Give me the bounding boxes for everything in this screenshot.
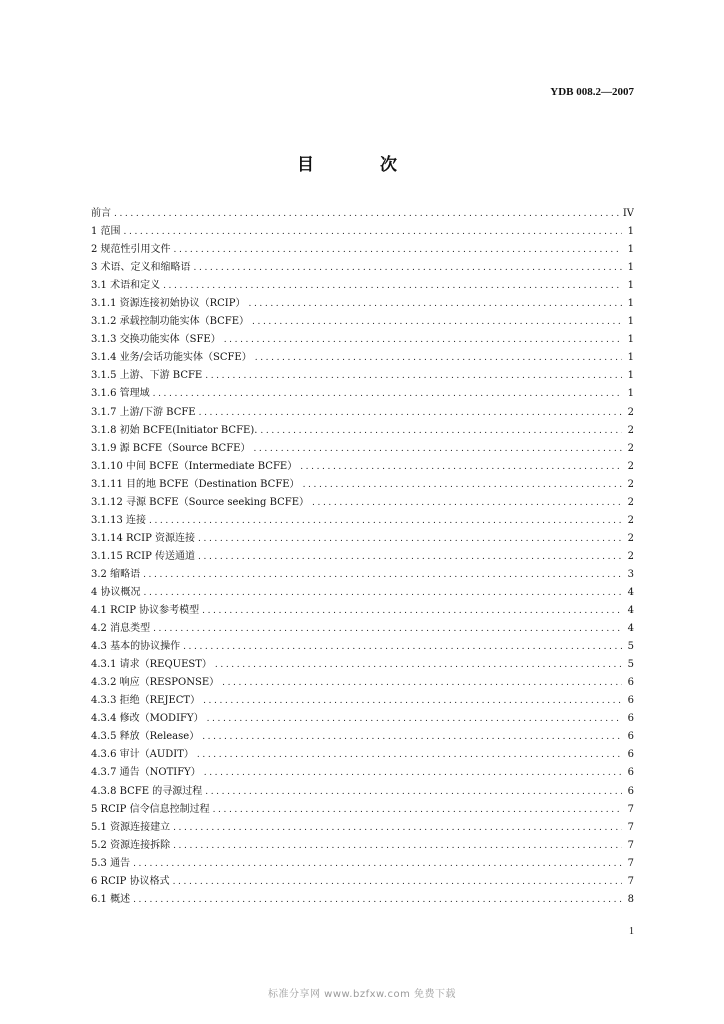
toc-entry-page: 2 bbox=[627, 442, 634, 454]
toc-entry[interactable] bbox=[91, 873, 634, 891]
toc-entry[interactable] bbox=[91, 404, 634, 422]
toc-entry[interactable] bbox=[91, 422, 634, 440]
toc-entry[interactable] bbox=[91, 494, 634, 512]
toc-entry-page: 6 bbox=[627, 785, 634, 797]
toc-entry-label: 4.3.6 审计（AUDIT） bbox=[91, 749, 194, 761]
toc-entry-page: 1 bbox=[627, 298, 634, 310]
toc-entry-label: 5 RCIP 信令信息控制过程 bbox=[91, 803, 210, 815]
toc-entry[interactable] bbox=[91, 440, 634, 458]
toc-entry-label: 3.1.9 源 BCFE（Source BCFE） bbox=[91, 442, 251, 454]
toc-entry-page: 5 bbox=[627, 641, 634, 653]
toc-entry[interactable] bbox=[91, 891, 634, 909]
document-code: YDB 008.2—2007 bbox=[550, 86, 634, 98]
toc-leader-dots bbox=[173, 819, 622, 837]
toc-entry-page: 2 bbox=[627, 532, 634, 544]
toc-entry-label: 1 范围 bbox=[91, 226, 121, 238]
toc-entry-page: 4 bbox=[627, 605, 634, 617]
toc-entry-page: 7 bbox=[627, 857, 634, 869]
toc-entry-page: 4 bbox=[627, 623, 634, 635]
toc-entry-label: 3.1.12 寻源 BCFE（Source seeking BCFE） bbox=[91, 496, 310, 508]
toc-leader-dots bbox=[252, 313, 622, 331]
toc-entry[interactable] bbox=[91, 349, 634, 367]
toc-leader-dots bbox=[213, 801, 622, 819]
toc-entry[interactable] bbox=[91, 241, 634, 259]
toc-leader-dots bbox=[183, 638, 622, 656]
toc-entry[interactable] bbox=[91, 819, 634, 837]
toc-leader-dots bbox=[202, 602, 622, 620]
toc-entry-page: 7 bbox=[627, 839, 634, 851]
toc-leader-dots bbox=[199, 404, 622, 422]
toc-entry-label: 4.2 消息类型 bbox=[91, 623, 151, 635]
toc-entry-page: 6 bbox=[627, 749, 634, 761]
toc-entry-label: 4.3 基本的协议操作 bbox=[91, 641, 181, 653]
toc-entry-label: 3.1.8 初始 BCFE(Initiator BCFE). bbox=[91, 424, 258, 436]
toc-leader-dots bbox=[312, 494, 622, 512]
toc-leader-dots bbox=[203, 692, 622, 710]
toc-entry-label: 3.1.6 管理域 bbox=[91, 388, 150, 400]
toc-entry-page: IV bbox=[622, 208, 634, 219]
toc-entry-label: 6.1 概述 bbox=[91, 893, 131, 905]
toc-leader-dots bbox=[197, 746, 622, 764]
toc-leader-dots bbox=[255, 349, 622, 367]
toc-entry[interactable] bbox=[91, 277, 634, 295]
toc-entry-page: 1 bbox=[627, 226, 634, 238]
toc-entry-label: 3.1.14 RCIP 资源连接 bbox=[91, 532, 196, 544]
toc-entry-page: 8 bbox=[627, 893, 634, 905]
toc-entry[interactable] bbox=[91, 638, 634, 656]
watermark-text: 标准分享网 www.bzfxw.com 免费下载 bbox=[268, 989, 456, 1000]
toc-entry-page: 6 bbox=[627, 677, 634, 689]
toc-entry-label: 前言 bbox=[91, 208, 111, 219]
page-title: 目 次 bbox=[297, 155, 427, 175]
toc-leader-dots bbox=[222, 674, 622, 692]
toc-leader-dots bbox=[153, 620, 622, 638]
toc-entry[interactable] bbox=[91, 602, 634, 620]
toc-leader-dots bbox=[205, 367, 622, 385]
toc-entry-label: 3.1.5 上游、下游 BCFE bbox=[91, 370, 203, 382]
toc-entry[interactable] bbox=[91, 728, 634, 746]
toc-entry-page: 5 bbox=[627, 659, 634, 671]
toc-leader-dots bbox=[114, 205, 619, 223]
toc-entry-page: 2 bbox=[627, 550, 634, 562]
toc-entry[interactable] bbox=[91, 530, 634, 548]
toc-leader-dots bbox=[300, 458, 622, 476]
toc-leader-dots bbox=[133, 855, 622, 873]
toc-entry-label: 4 协议概况 bbox=[91, 586, 141, 598]
toc-leader-dots bbox=[207, 710, 622, 728]
toc-entry[interactable] bbox=[91, 566, 634, 584]
toc-entry-label: 4.3.5 释放（Release） bbox=[91, 731, 200, 743]
toc-entry-label: 4.3.1 请求（REQUEST） bbox=[91, 659, 212, 671]
toc-leader-dots bbox=[204, 764, 622, 782]
toc-entry-page: 6 bbox=[627, 767, 634, 779]
toc-entry[interactable] bbox=[91, 746, 634, 764]
toc-entry-page: 2 bbox=[627, 460, 634, 472]
toc-leader-dots bbox=[143, 566, 622, 584]
toc-entry[interactable] bbox=[91, 548, 634, 566]
toc-leader-dots bbox=[194, 259, 622, 277]
toc-entry-page: 2 bbox=[627, 424, 634, 436]
page-number: 1 bbox=[629, 926, 634, 937]
toc-leader-dots bbox=[215, 656, 622, 674]
toc-entry-page: 7 bbox=[627, 875, 634, 887]
toc-entry-label: 5.1 资源连接建立 bbox=[91, 821, 171, 833]
toc-entry[interactable] bbox=[91, 458, 634, 476]
toc-entry-page: 2 bbox=[627, 406, 634, 418]
toc-entry[interactable] bbox=[91, 620, 634, 638]
toc-entry-label: 3.1.2 承载控制功能实体（BCFE） bbox=[91, 316, 250, 328]
toc-leader-dots bbox=[149, 512, 622, 530]
toc-entry-page: 2 bbox=[627, 478, 634, 490]
toc-entry-label: 3.1.10 中间 BCFE（Intermediate BCFE） bbox=[91, 460, 298, 472]
toc-entry-label: 3.2 缩略语 bbox=[91, 568, 141, 580]
toc-leader-dots bbox=[173, 837, 622, 855]
toc-entry[interactable] bbox=[91, 855, 634, 873]
toc-entry-page: 1 bbox=[627, 316, 634, 328]
toc-leader-dots bbox=[153, 385, 622, 403]
toc-entry-page: 7 bbox=[627, 803, 634, 815]
toc-entry[interactable] bbox=[91, 584, 634, 602]
toc-entry-label: 5.2 资源连接拆除 bbox=[91, 839, 171, 851]
toc-entry-label: 3.1.15 RCIP 传送通道 bbox=[91, 550, 196, 562]
toc-entry[interactable] bbox=[91, 331, 634, 349]
toc-entry[interactable] bbox=[91, 259, 634, 277]
toc-entry-label: 4.3.4 修改（MODIFY） bbox=[91, 713, 204, 725]
toc-entry-page: 6 bbox=[627, 731, 634, 743]
toc-entry-page: 1 bbox=[627, 244, 634, 256]
toc-entry-page: 1 bbox=[627, 334, 634, 346]
toc-leader-dots bbox=[303, 476, 622, 494]
toc-entry[interactable] bbox=[91, 764, 634, 782]
toc-entry-page: 1 bbox=[627, 280, 634, 292]
toc-entry-label: 3 术语、定义和缩略语 bbox=[91, 262, 191, 274]
toc-entry[interactable] bbox=[91, 710, 634, 728]
toc-entry[interactable] bbox=[91, 367, 634, 385]
toc-leader-dots bbox=[144, 584, 622, 602]
toc-entry-label: 3.1.1 资源连接初始协议（RCIP） bbox=[91, 298, 246, 310]
toc-entry-page: 1 bbox=[627, 262, 634, 274]
toc-entry-label: 3.1.13 连接 bbox=[91, 514, 146, 526]
toc-entry-label: 4.3.8 BCFE 的寻源过程 bbox=[91, 785, 203, 797]
toc-entry-page: 6 bbox=[627, 713, 634, 725]
toc-leader-dots bbox=[163, 277, 622, 295]
toc-entry-label: 6 RCIP 协议格式 bbox=[91, 875, 170, 887]
toc-entry-label: 3.1.11 目的地 BCFE（Destination BCFE） bbox=[91, 478, 300, 490]
toc-entry-page: 1 bbox=[627, 370, 634, 382]
toc-entry-page: 1 bbox=[627, 352, 634, 364]
toc-entry[interactable] bbox=[91, 801, 634, 819]
toc-entry[interactable] bbox=[91, 205, 634, 223]
toc-entry-label: 3.1.4 业务/会话功能实体（SCFE） bbox=[91, 352, 252, 364]
toc-entry-label: 5.3 通告 bbox=[91, 857, 131, 869]
toc-entry-label: 4.1 RCIP 协议参考模型 bbox=[91, 605, 200, 617]
toc-entry[interactable] bbox=[91, 783, 634, 801]
toc-entry-label: 2 规范性引用文件 bbox=[91, 244, 171, 256]
toc-entry[interactable] bbox=[91, 476, 634, 494]
toc-entry-page: 2 bbox=[627, 514, 634, 526]
toc-leader-dots bbox=[248, 295, 622, 313]
toc-entry-page: 3 bbox=[627, 568, 634, 580]
toc-leader-dots bbox=[202, 728, 622, 746]
toc-entry-page: 4 bbox=[627, 586, 634, 598]
toc-leader-dots bbox=[133, 891, 622, 909]
toc-entry[interactable] bbox=[91, 837, 634, 855]
toc-entry-label: 3.1 术语和定义 bbox=[91, 280, 161, 292]
toc-leader-dots bbox=[224, 331, 622, 349]
toc-leader-dots bbox=[205, 783, 622, 801]
toc-entry-label: 4.3.2 响应（RESPONSE） bbox=[91, 677, 220, 689]
toc-entry-page: 7 bbox=[627, 821, 634, 833]
toc-entry[interactable] bbox=[91, 385, 634, 403]
toc-leader-dots bbox=[174, 241, 622, 259]
toc-leader-dots bbox=[124, 223, 622, 241]
toc-entry[interactable] bbox=[91, 223, 634, 241]
toc-entry-label: 4.3.3 拒绝（REJECT） bbox=[91, 695, 201, 707]
toc-entry-label: 3.1.3 交换功能实体（SFE） bbox=[91, 334, 221, 346]
toc-leader-dots bbox=[260, 422, 622, 440]
toc-entry-page: 6 bbox=[627, 695, 634, 707]
toc-leader-dots bbox=[253, 440, 622, 458]
toc-leader-dots bbox=[198, 530, 622, 548]
toc-leader-dots bbox=[173, 873, 622, 891]
toc-entry[interactable] bbox=[91, 512, 634, 530]
toc-entry-page: 1 bbox=[627, 388, 634, 400]
toc-entry-label: 4.3.7 通告（NOTIFY） bbox=[91, 767, 201, 779]
toc-entry-page: 2 bbox=[627, 496, 634, 508]
toc-entry[interactable] bbox=[91, 656, 634, 674]
toc-entry[interactable] bbox=[91, 295, 634, 313]
table-of-contents bbox=[91, 205, 634, 909]
toc-entry[interactable] bbox=[91, 674, 634, 692]
toc-entry[interactable] bbox=[91, 692, 634, 710]
toc-leader-dots bbox=[198, 548, 622, 566]
toc-entry-label: 3.1.7 上游/下游 BCFE bbox=[91, 406, 196, 418]
toc-entry[interactable] bbox=[91, 313, 634, 331]
